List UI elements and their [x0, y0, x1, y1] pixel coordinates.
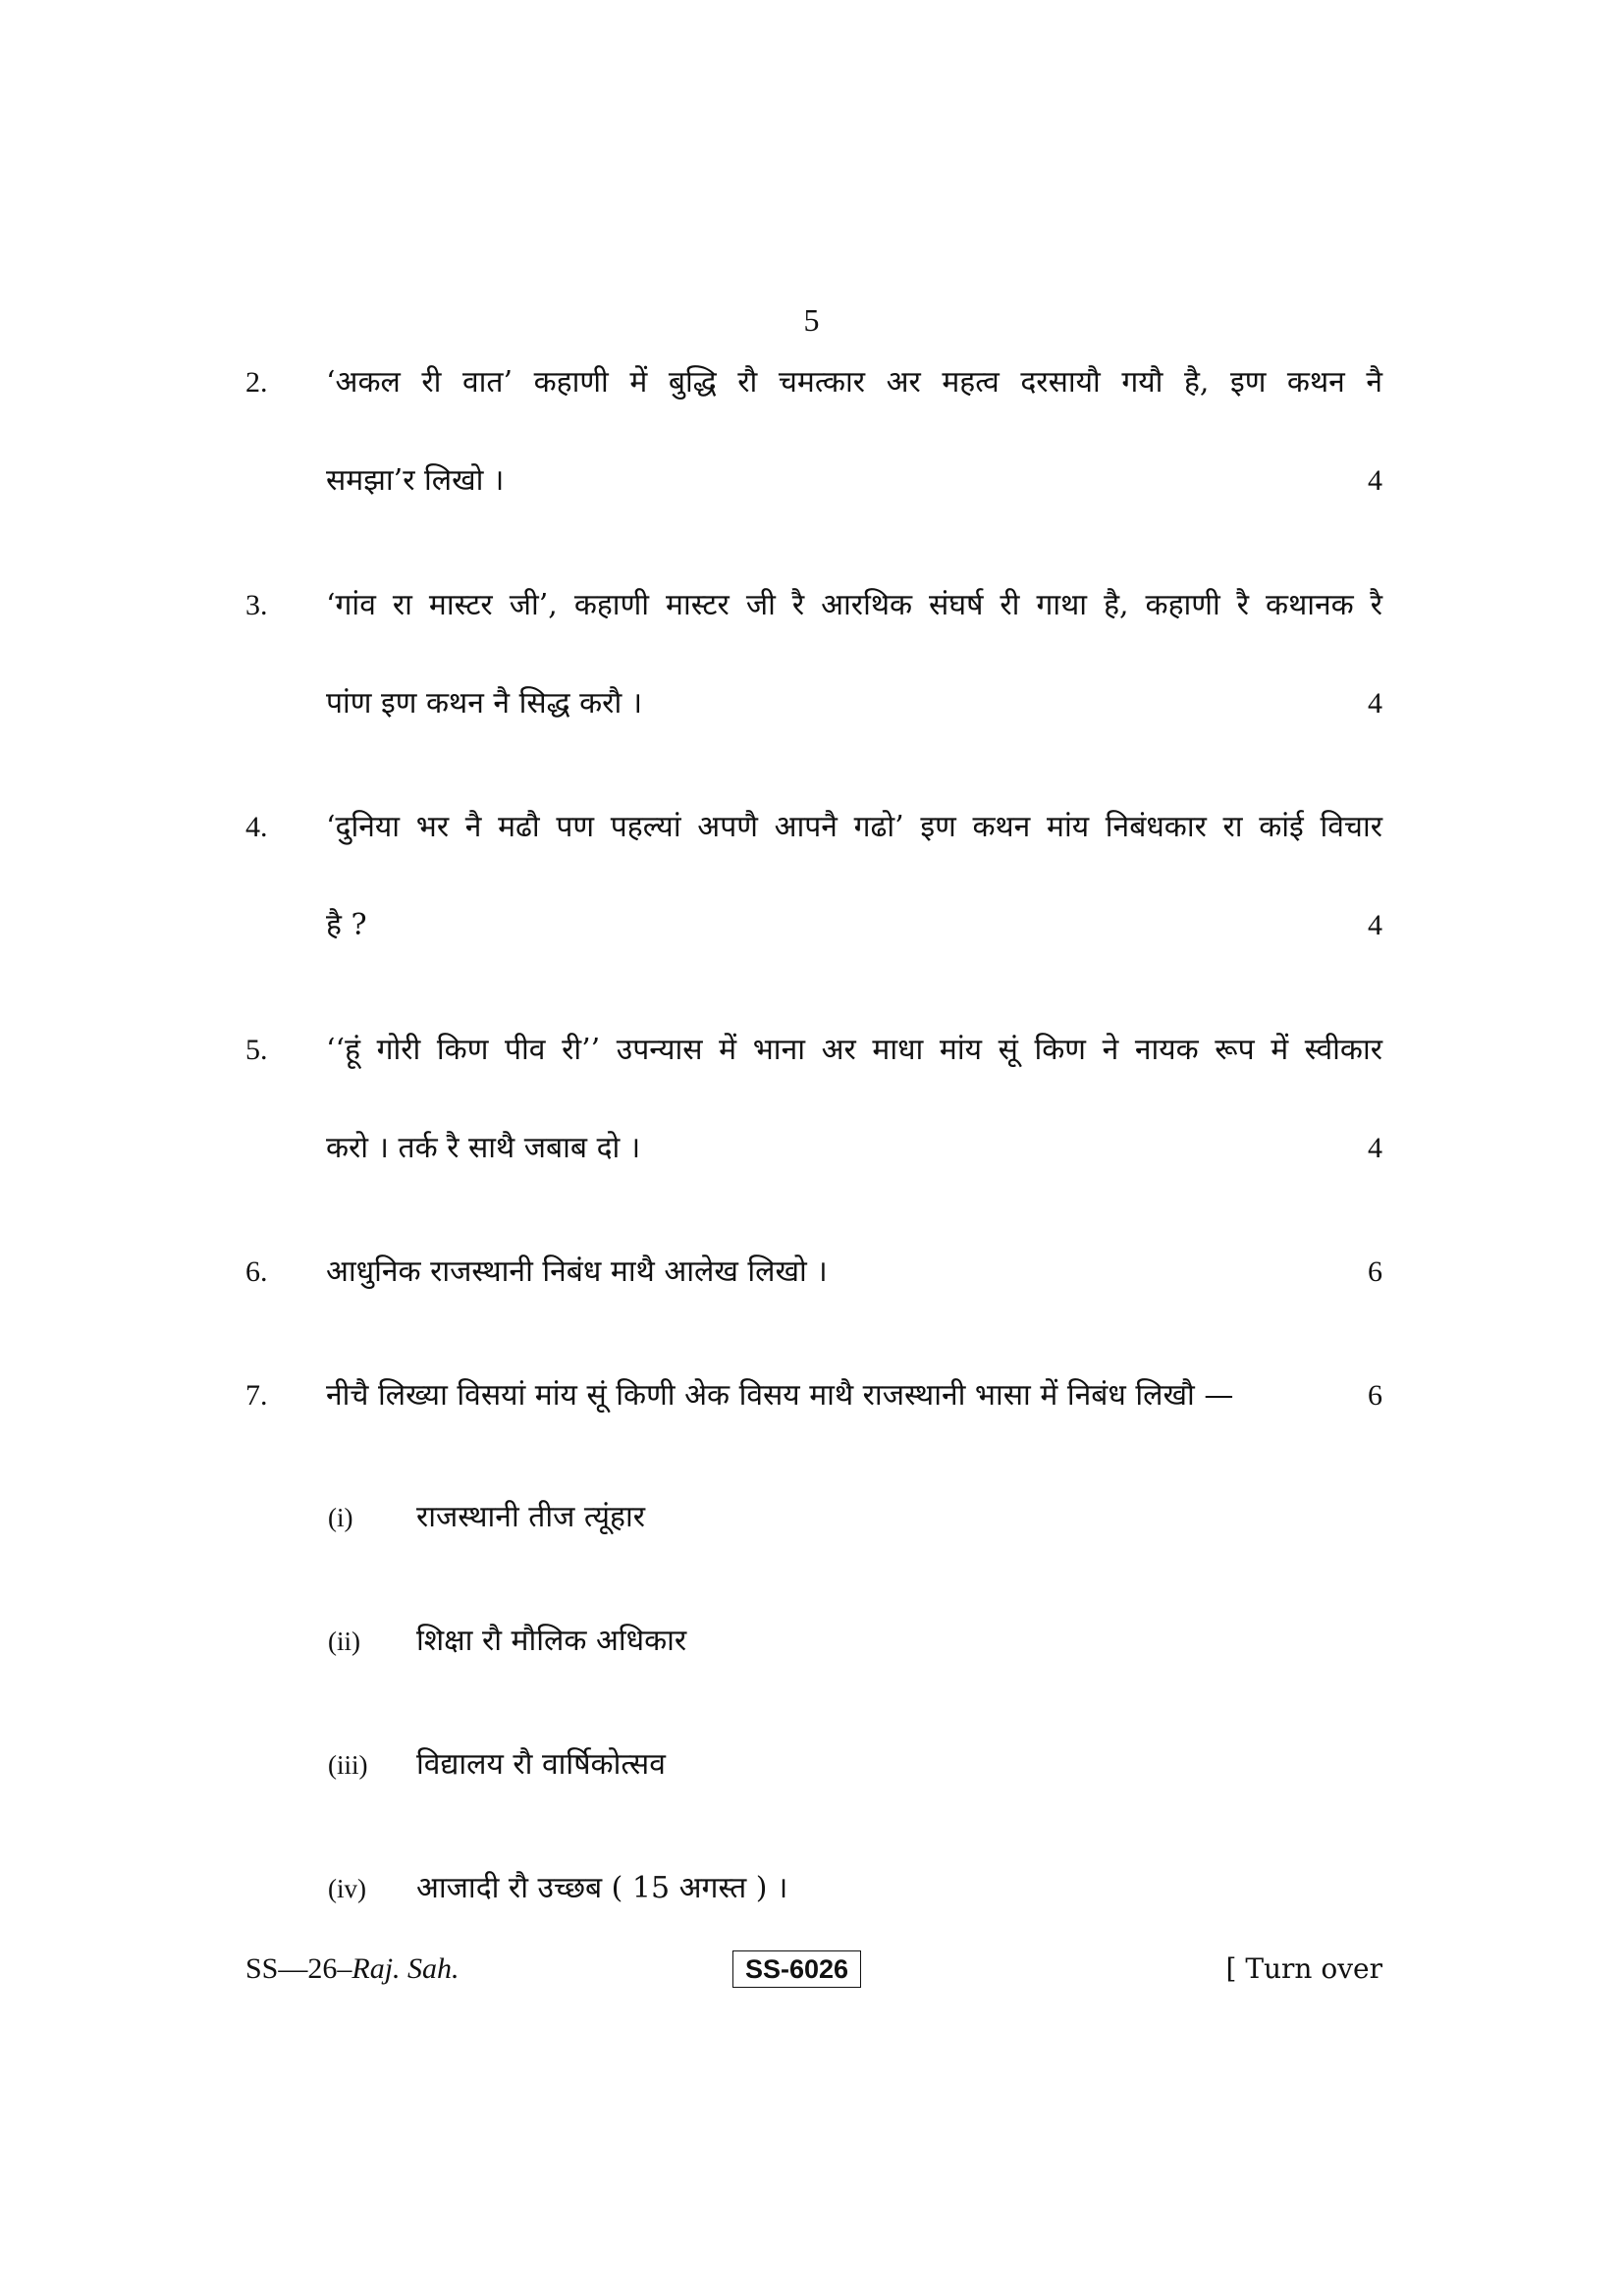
question-text: ‘दुनिया भर नै मढौ पण पहल्यां अपणै आपनै गढो’ इण कथन मांय निबंधकार रा कांई विचार [326, 810, 1382, 844]
option-text: आजादी रौ उच्छब ( 15 अगस्त ) । [416, 1871, 788, 1905]
question-7 [245, 1374, 1382, 1417]
page-footer [245, 1948, 1382, 1991]
question-marks: 6 [1368, 1255, 1382, 1288]
question-text: है ? [326, 908, 367, 942]
question-line [245, 904, 1382, 947]
question-marks: 4 [1368, 464, 1382, 497]
question-number: 4. [245, 811, 268, 843]
question-6 [245, 1251, 1382, 1294]
question-line [245, 1374, 1382, 1417]
paper-code-prefix: SS—26– [245, 1952, 352, 1985]
question-5 [245, 1029, 1382, 1170]
question-text: आधुनिक राजस्थानी निबंध माथै आलेख लिखो । [326, 1255, 828, 1289]
question-text: समझा’र लिखो । [326, 463, 505, 498]
question-text: नीचै लिख्या विसयां मांय सूं किणी अेक विसय माथै राजस्थानी भासा में निबंध लिखौ — [326, 1378, 1234, 1413]
question-marks: 4 [1368, 909, 1382, 941]
question-text: ‘गांव रा मास्टर जी’, कहाणी मास्टर जी रै आरथिक संघर्ष री गाथा है, कहाणी रै कथानक रै [326, 588, 1382, 622]
paper-code-subject: Raj. Sah. [352, 1952, 460, 1985]
question-line [245, 1127, 1382, 1170]
question-text: पांण इण कथन नै सिद्ध करौ । [326, 686, 643, 721]
option-label: (ii) [328, 1627, 360, 1656]
question-number: 6. [245, 1255, 268, 1288]
option-text: शिक्षा रौ मौलिक अधिकार [416, 1624, 687, 1658]
option-label: (iv) [328, 1874, 366, 1903]
option-text: विद्यालय रौ वार्षिकोत्सव [416, 1747, 666, 1782]
question-text: करो । तर्क रै साथै जबाब दो । [326, 1131, 641, 1165]
question-marks: 4 [1368, 1132, 1382, 1164]
question-4 [245, 806, 1382, 947]
question-number: 7. [245, 1379, 268, 1412]
turn-over-note: [ Turn over [1225, 1952, 1382, 1985]
question-line [245, 459, 1382, 503]
question-number: 2. [245, 366, 268, 399]
question-line [245, 361, 1382, 404]
question-2 [245, 361, 1382, 503]
question-text: ‘अकल री वात’ कहाणी में बुद्धि रौ चमत्कार अर महत्व दरसायौ गयौ है, इण कथन नै [326, 365, 1382, 400]
question-line [245, 682, 1382, 725]
series-code-box: SS-6026 [732, 1950, 861, 1988]
question-marks: 6 [1368, 1379, 1382, 1412]
question-line [245, 806, 1382, 849]
option-label: (iii) [328, 1750, 368, 1780]
option-text: राजस्थानी तीज त्यूंहार [416, 1500, 646, 1534]
question-3 [245, 584, 1382, 725]
question-line [245, 1029, 1382, 1072]
question-number: 5. [245, 1034, 268, 1066]
option-label: (i) [328, 1503, 353, 1532]
question-number: 3. [245, 589, 268, 621]
question-marks: 4 [1368, 687, 1382, 720]
paper-code-label [245, 1948, 460, 1991]
question-line [245, 584, 1382, 627]
question-line [245, 1251, 1382, 1294]
page-number: 5 [803, 302, 820, 338]
question-text: ‘‘हूं गोरी किण पीव री’’ उपन्यास में भाना अर माधा मांय सूं किण ने नायक रूप में स्वीकार [326, 1033, 1382, 1067]
